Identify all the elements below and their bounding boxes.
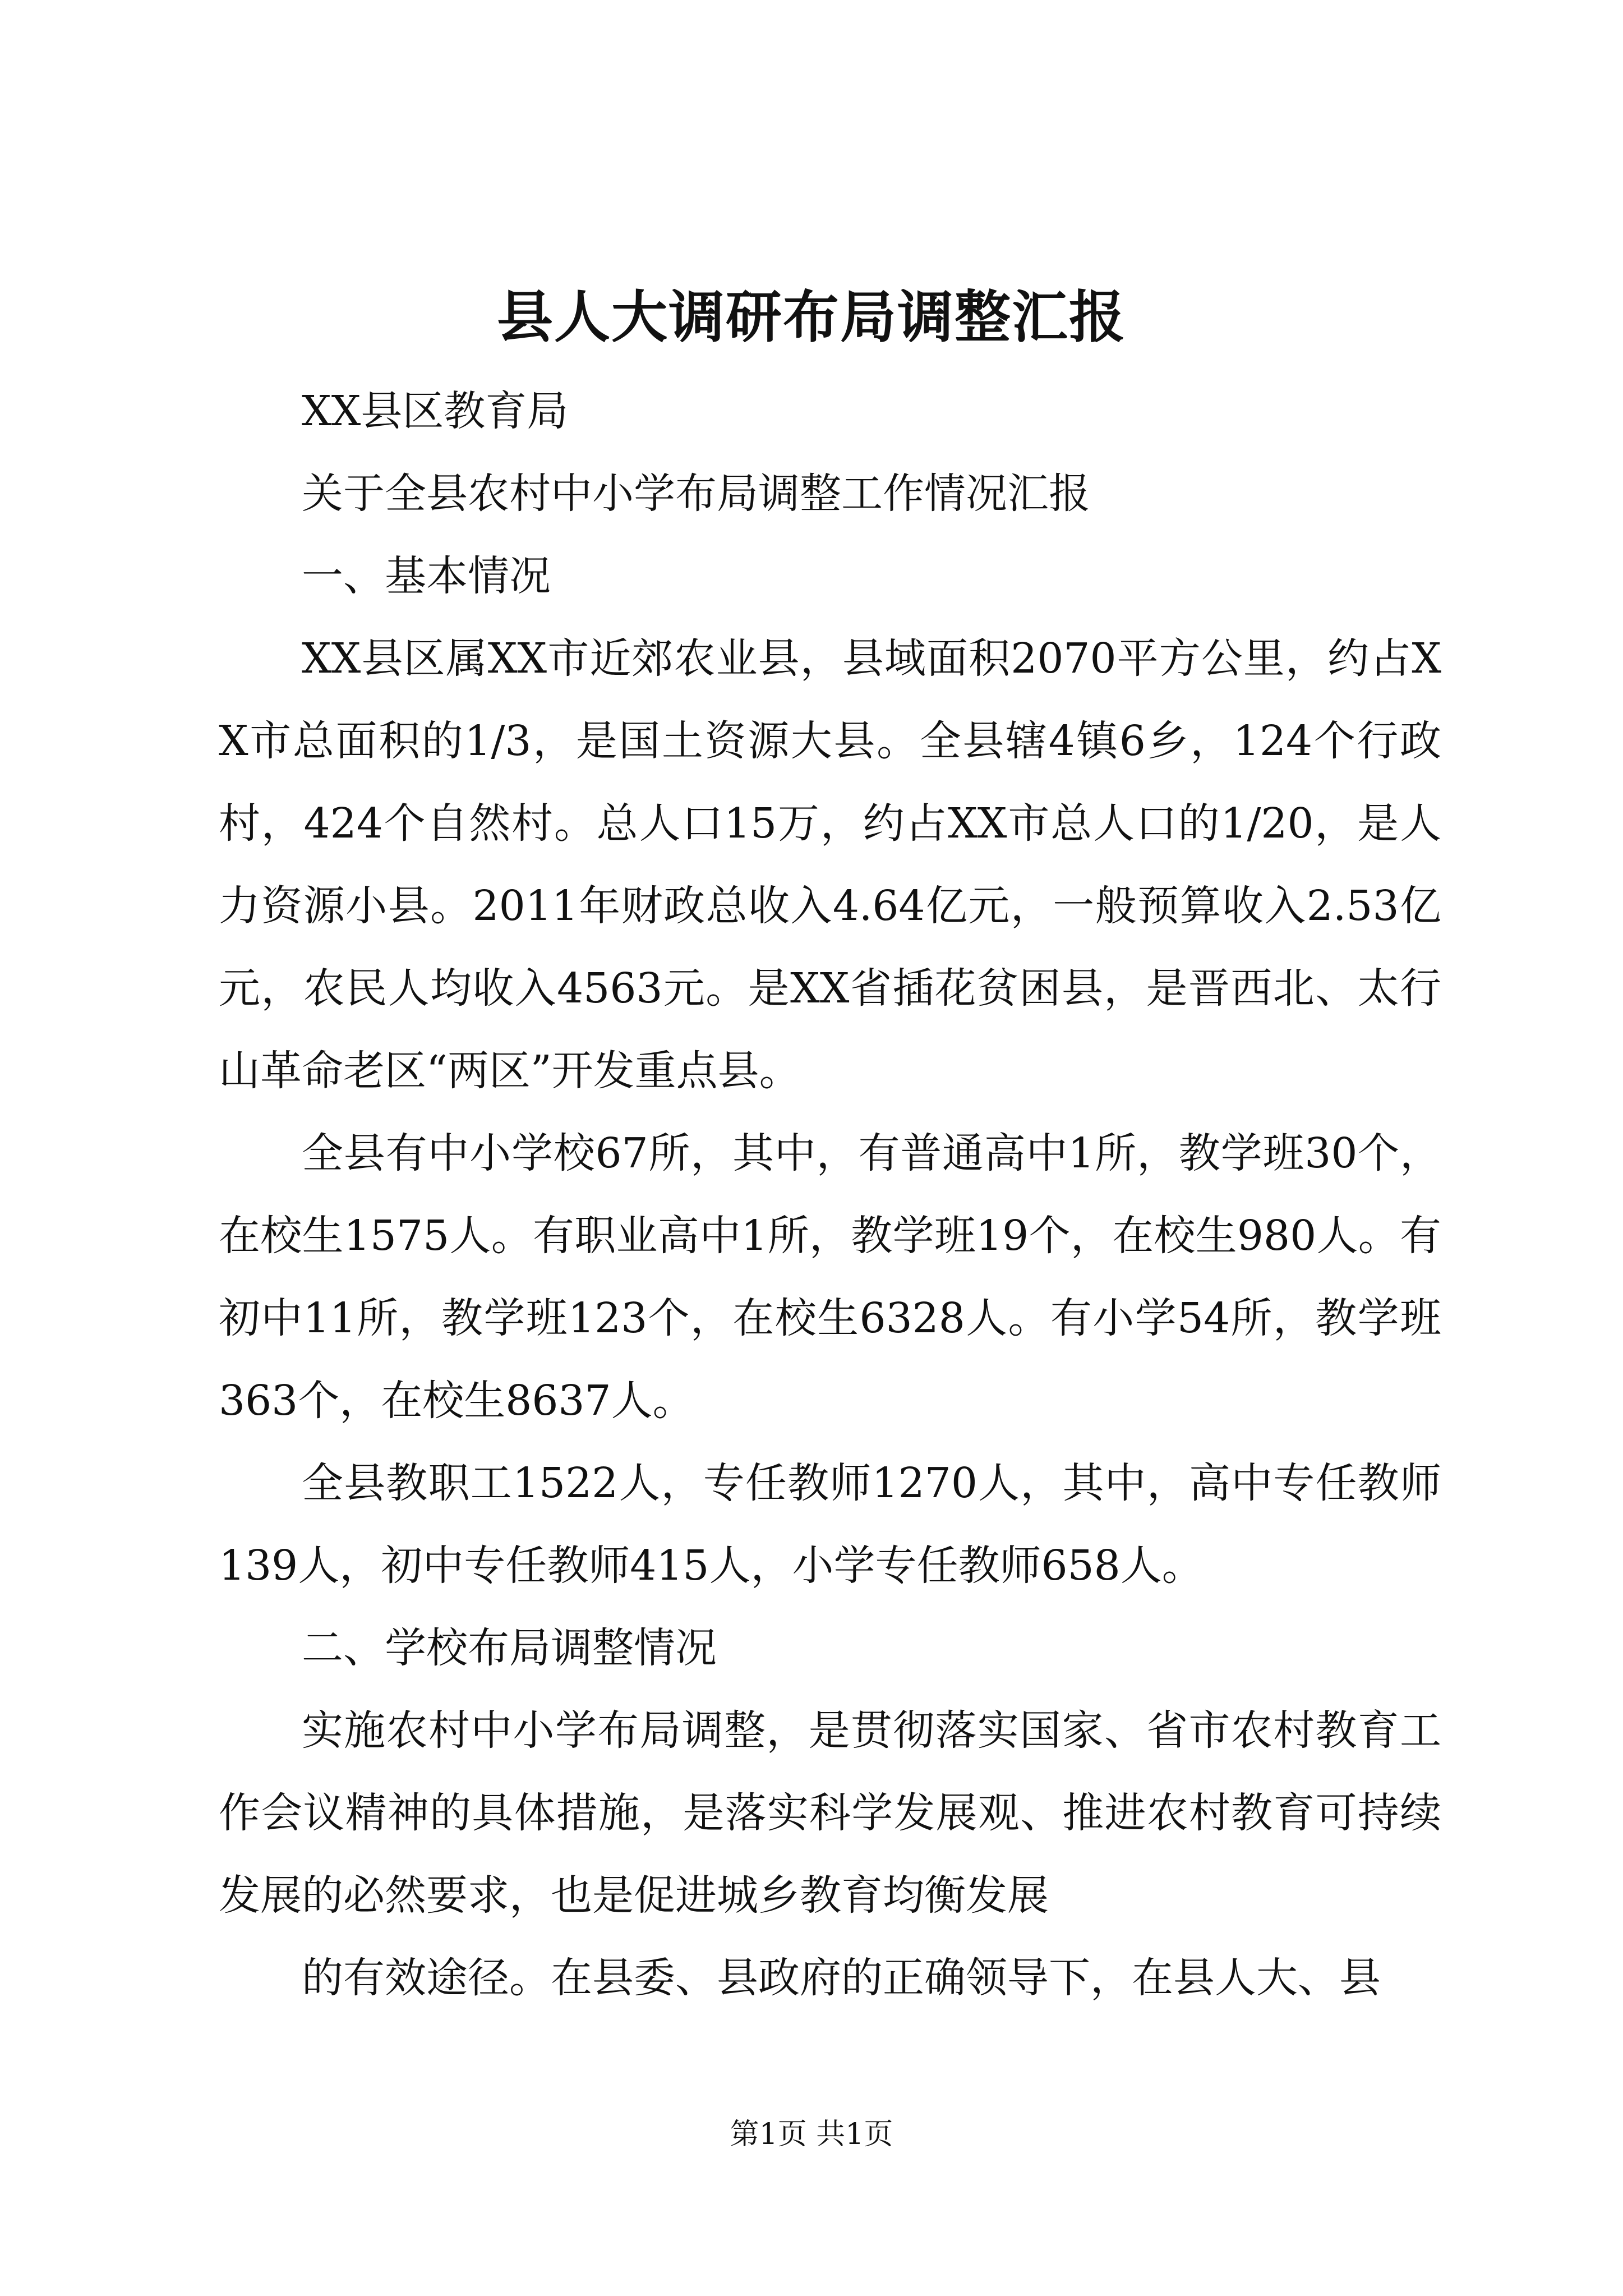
paragraph-report-title: 关于全县农村中小学布局调整工作情况汇报 [302, 470, 1090, 518]
paragraph-department: XX县区教育局 [302, 387, 569, 435]
document-body [219, 370, 1441, 2019]
page-footer: 第1页 共1页 [730, 2118, 893, 2151]
paragraph-school-statistics: 全县有中小学校67所，其中，有普通高中1所，教学班30个，在校生1575人。有职业高中1所，教学班19个，在校生980人。有初中11所，教学班123个，在校生6328人。有小学54所，教学班363个，在校生8637人。 [219, 1129, 1441, 1425]
heading-basic-situation: 一、基本情况 [302, 552, 551, 600]
paragraph-adjustment-purpose: 实施农村中小学布局调整，是贯彻落实国家、省市农村教育工作会议精神的具体措施，是落实科学发展观、推进农村教育可持续发展的必然要求，也是促进城乡教育均衡发展 [219, 1706, 1441, 1920]
heading-layout-adjustment: 二、学校布局调整情况 [302, 1624, 717, 1672]
paragraph-adjustment-continued: 的有效途径。在县委、县政府的正确领导下，在县人大、县 [302, 1954, 1381, 2002]
document-title: 县人大调研布局调整汇报 [497, 284, 1126, 350]
paragraph-staff-statistics: 全县教职工1522人，专任教师1270人，其中，高中专任教师139人，初中专任教师415人，小学专任教师658人。 [219, 1459, 1441, 1590]
paragraph-county-overview: XX县区属XX市近郊农业县，县域面积2070平方公里，约占XX市总面积的1/3，是国土资源大县。全县辖4镇6乡，124个行政村，424个自然村。总人口15万，约占XX市总人口的1/20，是人力资源小县。2011年财政总收入4.64亿元，一般预算收入2.53亿元，农民人均收入4563元。是XX省插花贫困县，是晋西北、太行山革命老区“两区”开发重点县。 [219, 634, 1441, 1095]
